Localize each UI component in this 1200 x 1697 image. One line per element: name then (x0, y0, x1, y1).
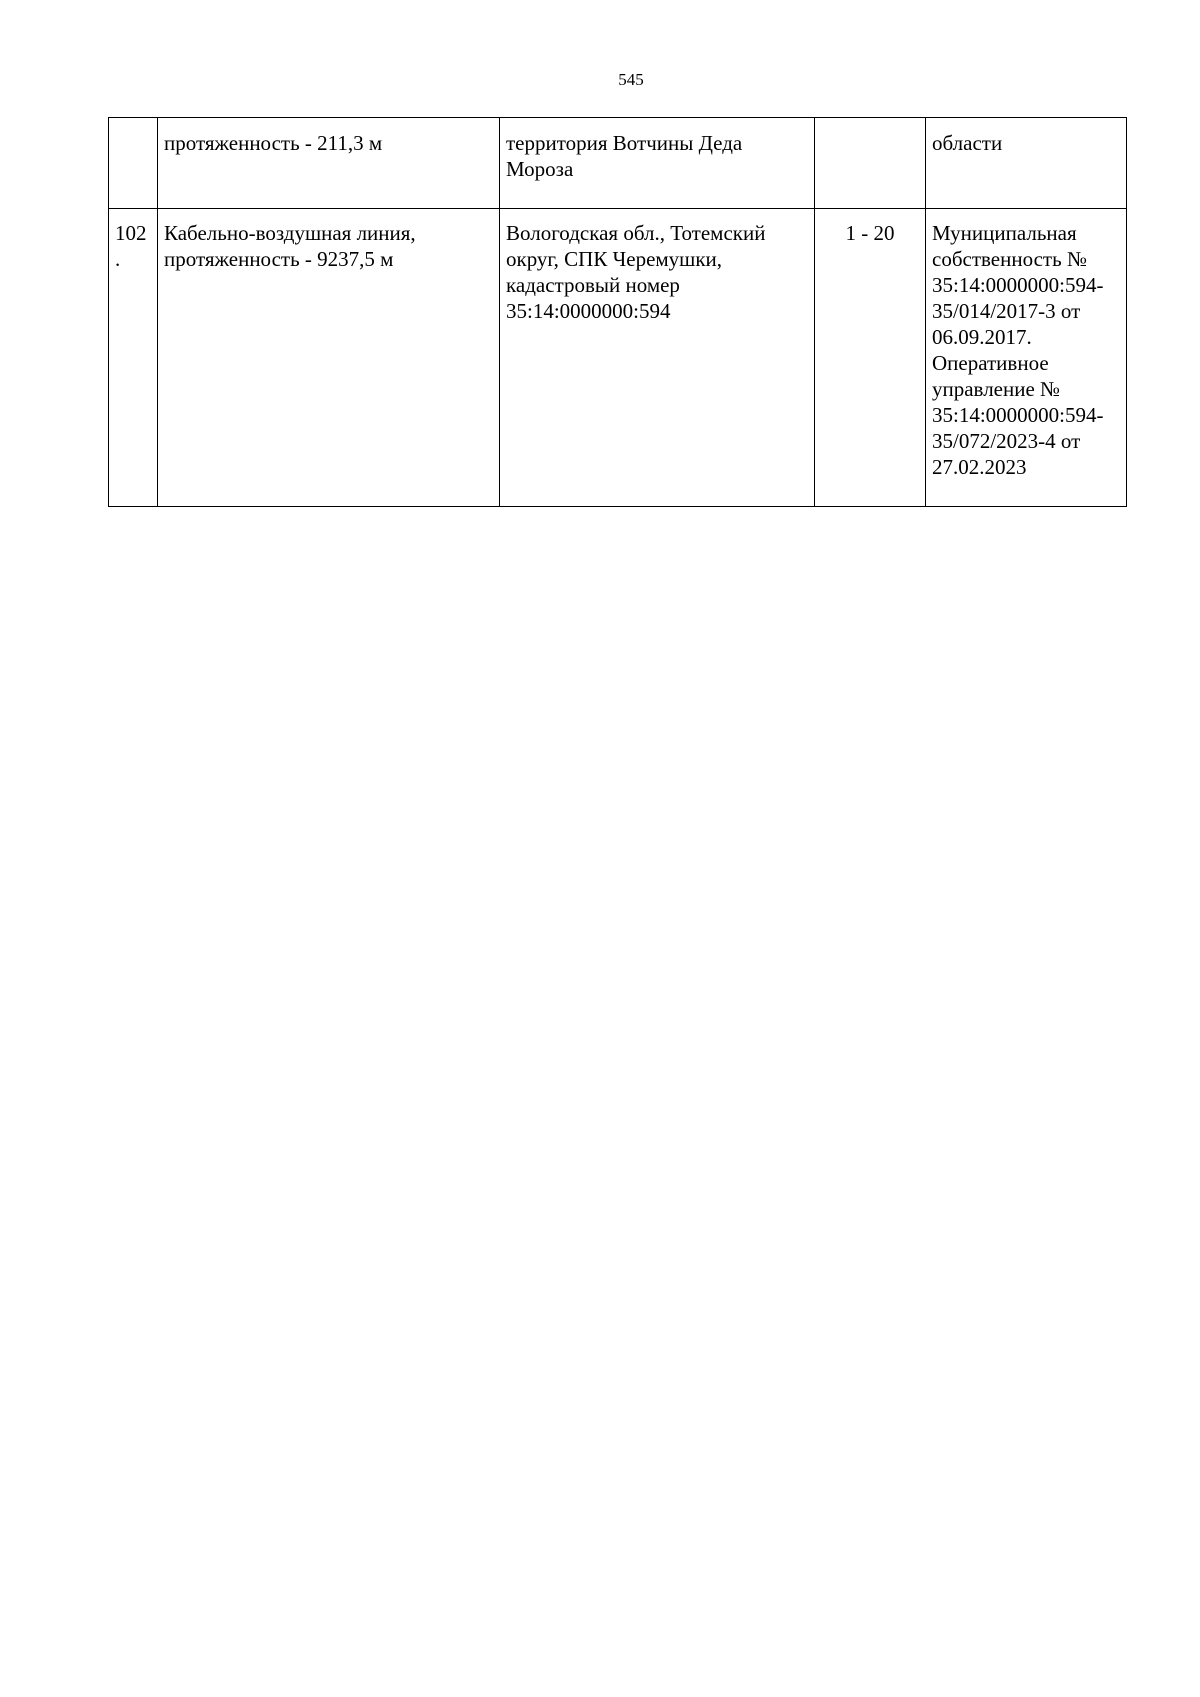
table-row (109, 209, 1127, 507)
quantity-cell (815, 118, 926, 209)
address-cell: Вологодская обл., Тотемский округ, СПК Черемушки, кадастровый номер 35:14:0000000:594 (500, 209, 815, 507)
page-number: 545 (618, 70, 644, 89)
quantity-cell: 1 - 20 (815, 209, 926, 507)
row-number-cell: 102. (109, 209, 158, 507)
address-cell: территория Вотчины Деда Мороза (500, 118, 815, 209)
property-registry-table (108, 117, 1127, 507)
object-name-cell: Кабельно-воздушная линия, протяженность - 9237,5 м (158, 209, 500, 507)
right-registration-cell: Муниципальная собственность № 35:14:0000000:594-35/014/2017-3 от 06.09.2017. Оперативное управление № 35:14:0000000:594-35/072/2023-4 от 27.02.2023 (926, 209, 1127, 507)
right-registration-cell: области (926, 118, 1127, 209)
object-name-cell: протяженность - 211,3 м (158, 118, 500, 209)
row-number-cell (109, 118, 158, 209)
table-row (109, 118, 1127, 209)
